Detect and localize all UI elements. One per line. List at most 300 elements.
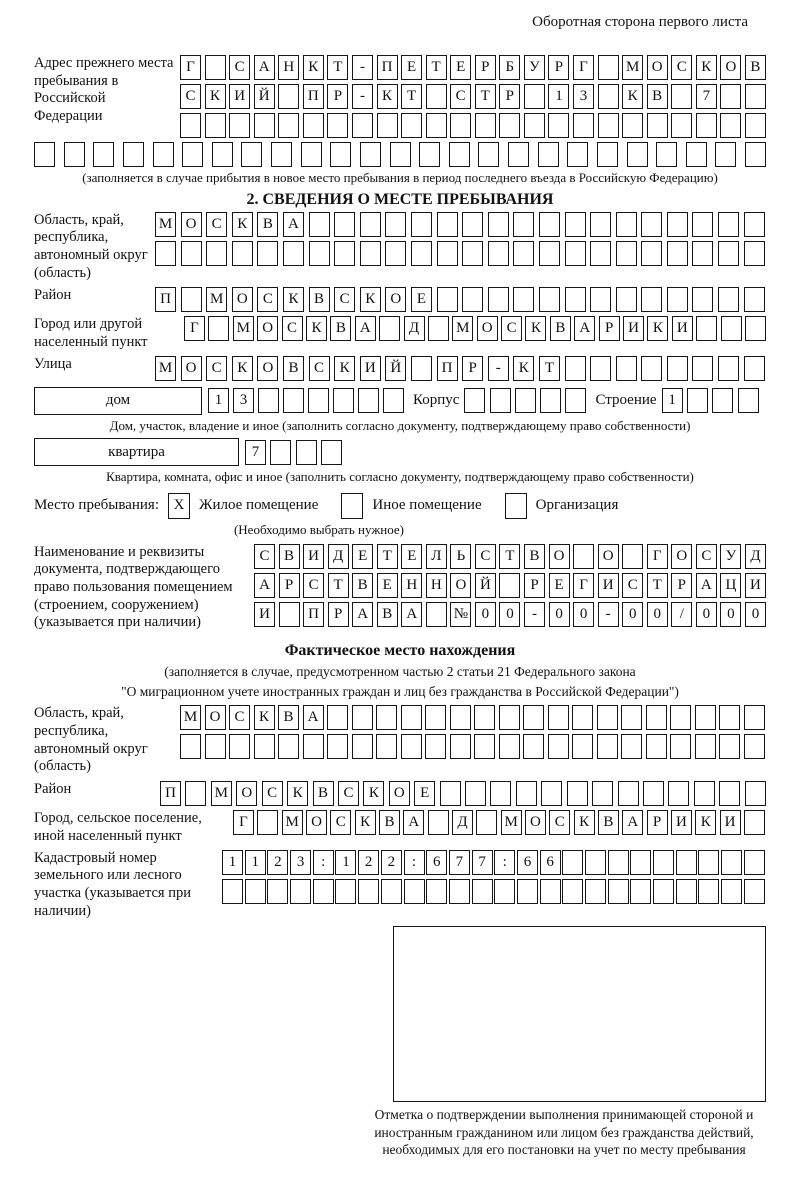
- char-cell[interactable]: [692, 356, 713, 381]
- char-cell[interactable]: [744, 212, 765, 237]
- char-cell[interactable]: [590, 356, 611, 381]
- char-cell[interactable]: [180, 113, 201, 138]
- char-cell[interactable]: А: [352, 602, 373, 627]
- char-cell[interactable]: [562, 879, 583, 904]
- char-cell[interactable]: [271, 142, 292, 167]
- char-cell[interactable]: [254, 113, 275, 138]
- char-cell[interactable]: К: [696, 55, 717, 80]
- char-cell[interactable]: [538, 142, 559, 167]
- char-cell[interactable]: К: [232, 356, 253, 381]
- char-cell[interactable]: [376, 734, 397, 759]
- char-cell[interactable]: [428, 810, 449, 835]
- char-cell[interactable]: [548, 734, 569, 759]
- char-cell[interactable]: [598, 84, 619, 109]
- char-cell[interactable]: 0: [475, 602, 496, 627]
- char-cell[interactable]: [585, 879, 606, 904]
- char-cell[interactable]: М: [452, 316, 473, 341]
- char-cell[interactable]: 2: [267, 850, 288, 875]
- char-cell[interactable]: А: [574, 316, 595, 341]
- char-cell[interactable]: С: [549, 810, 570, 835]
- char-cell[interactable]: И: [623, 316, 644, 341]
- char-cell[interactable]: Т: [327, 55, 348, 80]
- char-cell[interactable]: [185, 781, 206, 806]
- char-cell[interactable]: И: [360, 356, 381, 381]
- char-cell[interactable]: П: [160, 781, 181, 806]
- char-cell[interactable]: И: [745, 573, 766, 598]
- char-cell[interactable]: В: [745, 55, 766, 80]
- char-cell[interactable]: Ь: [450, 544, 471, 569]
- char-cell[interactable]: К: [695, 810, 716, 835]
- char-cell[interactable]: [573, 544, 594, 569]
- char-cell[interactable]: [303, 734, 324, 759]
- char-cell[interactable]: П: [303, 84, 324, 109]
- char-cell[interactable]: [488, 287, 509, 312]
- char-cell[interactable]: Т: [475, 84, 496, 109]
- char-cell[interactable]: [426, 113, 447, 138]
- char-cell[interactable]: Й: [385, 356, 406, 381]
- char-cell[interactable]: [206, 241, 227, 266]
- char-cell[interactable]: [565, 356, 586, 381]
- char-cell[interactable]: 1: [208, 388, 229, 413]
- char-cell[interactable]: [278, 734, 299, 759]
- char-cell[interactable]: [450, 113, 471, 138]
- char-cell[interactable]: 3: [573, 84, 594, 109]
- char-cell[interactable]: Й: [475, 573, 496, 598]
- char-cell[interactable]: [205, 734, 226, 759]
- char-cell[interactable]: Г: [184, 316, 205, 341]
- char-cell[interactable]: [93, 142, 114, 167]
- char-cell[interactable]: 0: [647, 602, 668, 627]
- char-cell[interactable]: [667, 212, 688, 237]
- char-cell[interactable]: [334, 241, 355, 266]
- char-cell[interactable]: Д: [452, 810, 473, 835]
- char-cell[interactable]: Е: [411, 287, 432, 312]
- char-cell[interactable]: 3: [233, 388, 254, 413]
- char-cell[interactable]: С: [229, 705, 250, 730]
- char-cell[interactable]: [630, 850, 651, 875]
- char-cell[interactable]: [621, 705, 642, 730]
- char-cell[interactable]: [719, 781, 740, 806]
- char-cell[interactable]: [499, 734, 520, 759]
- char-cell[interactable]: А: [696, 573, 717, 598]
- char-cell[interactable]: [404, 879, 425, 904]
- char-cell[interactable]: Е: [549, 573, 570, 598]
- char-cell[interactable]: Б: [499, 55, 520, 80]
- char-cell[interactable]: [541, 781, 562, 806]
- char-cell[interactable]: [241, 142, 262, 167]
- char-cell[interactable]: [358, 388, 379, 413]
- char-cell[interactable]: [450, 705, 471, 730]
- char-cell[interactable]: В: [313, 781, 334, 806]
- char-cell[interactable]: 0: [720, 602, 741, 627]
- char-cell[interactable]: [676, 850, 697, 875]
- char-cell[interactable]: М: [180, 705, 201, 730]
- char-cell[interactable]: [567, 142, 588, 167]
- char-cell[interactable]: Т: [647, 573, 668, 598]
- char-cell[interactable]: В: [379, 810, 400, 835]
- char-cell[interactable]: М: [233, 316, 254, 341]
- char-cell[interactable]: [523, 734, 544, 759]
- char-cell[interactable]: [523, 705, 544, 730]
- char-cell[interactable]: 0: [622, 602, 643, 627]
- char-cell[interactable]: [539, 241, 560, 266]
- char-cell[interactable]: К: [306, 316, 327, 341]
- char-cell[interactable]: П: [437, 356, 458, 381]
- char-cell[interactable]: М: [211, 781, 232, 806]
- char-cell[interactable]: [270, 440, 291, 465]
- char-cell[interactable]: [462, 241, 483, 266]
- char-cell[interactable]: С: [309, 356, 330, 381]
- char-cell[interactable]: В: [524, 544, 545, 569]
- char-cell[interactable]: [719, 734, 740, 759]
- char-cell[interactable]: [180, 734, 201, 759]
- char-cell[interactable]: М: [155, 212, 176, 237]
- char-cell[interactable]: К: [647, 316, 668, 341]
- char-cell[interactable]: О: [257, 316, 278, 341]
- char-cell[interactable]: С: [696, 544, 717, 569]
- char-cell[interactable]: Е: [401, 544, 422, 569]
- char-cell[interactable]: О: [181, 356, 202, 381]
- char-cell[interactable]: [721, 316, 742, 341]
- char-cell[interactable]: [490, 388, 511, 413]
- char-cell[interactable]: С: [330, 810, 351, 835]
- char-cell[interactable]: [411, 356, 432, 381]
- char-cell[interactable]: [698, 850, 719, 875]
- char-cell[interactable]: [524, 84, 545, 109]
- char-cell[interactable]: [641, 212, 662, 237]
- char-cell[interactable]: Н: [426, 573, 447, 598]
- char-cell[interactable]: В: [550, 316, 571, 341]
- char-cell[interactable]: В: [647, 84, 668, 109]
- char-cell[interactable]: [630, 879, 651, 904]
- char-cell[interactable]: [565, 388, 586, 413]
- char-cell[interactable]: [123, 142, 144, 167]
- char-cell[interactable]: [360, 212, 381, 237]
- char-cell[interactable]: [437, 212, 458, 237]
- char-cell[interactable]: С: [338, 781, 359, 806]
- char-cell[interactable]: [283, 388, 304, 413]
- char-cell[interactable]: [744, 850, 765, 875]
- char-cell[interactable]: Д: [404, 316, 425, 341]
- char-cell[interactable]: К: [574, 810, 595, 835]
- char-cell[interactable]: 1: [222, 850, 243, 875]
- char-cell[interactable]: [646, 705, 667, 730]
- char-cell[interactable]: [718, 356, 739, 381]
- char-cell[interactable]: О: [647, 55, 668, 80]
- char-cell[interactable]: [548, 113, 569, 138]
- char-cell[interactable]: [641, 287, 662, 312]
- char-cell[interactable]: [182, 142, 203, 167]
- char-cell[interactable]: Р: [647, 810, 668, 835]
- char-cell[interactable]: [667, 356, 688, 381]
- char-cell[interactable]: [653, 879, 674, 904]
- char-cell[interactable]: 2: [381, 850, 402, 875]
- char-cell[interactable]: И: [720, 810, 741, 835]
- char-cell[interactable]: О: [450, 573, 471, 598]
- char-cell[interactable]: 1: [245, 850, 266, 875]
- char-cell[interactable]: [313, 879, 334, 904]
- char-cell[interactable]: [352, 113, 373, 138]
- char-cell[interactable]: [290, 879, 311, 904]
- char-cell[interactable]: [308, 388, 329, 413]
- char-cell[interactable]: Р: [499, 84, 520, 109]
- char-cell[interactable]: [258, 388, 279, 413]
- char-cell[interactable]: [153, 142, 174, 167]
- char-cell[interactable]: [358, 879, 379, 904]
- char-cell[interactable]: О: [389, 781, 410, 806]
- char-cell[interactable]: [34, 142, 55, 167]
- char-cell[interactable]: -: [352, 55, 373, 80]
- char-cell[interactable]: [718, 241, 739, 266]
- stay-type-checkbox-organization[interactable]: [505, 493, 527, 519]
- char-cell[interactable]: И: [671, 810, 692, 835]
- char-cell[interactable]: К: [355, 810, 376, 835]
- char-cell[interactable]: [254, 734, 275, 759]
- char-cell[interactable]: [449, 142, 470, 167]
- char-cell[interactable]: В: [257, 212, 278, 237]
- char-cell[interactable]: [321, 440, 342, 465]
- char-cell[interactable]: Н: [278, 55, 299, 80]
- char-cell[interactable]: В: [330, 316, 351, 341]
- char-cell[interactable]: 7: [696, 84, 717, 109]
- char-cell[interactable]: [440, 781, 461, 806]
- char-cell[interactable]: Е: [377, 573, 398, 598]
- char-cell[interactable]: [565, 241, 586, 266]
- char-cell[interactable]: [494, 879, 515, 904]
- char-cell[interactable]: Р: [671, 573, 692, 598]
- char-cell[interactable]: О: [232, 287, 253, 312]
- char-cell[interactable]: [352, 705, 373, 730]
- char-cell[interactable]: [474, 734, 495, 759]
- char-cell[interactable]: [592, 781, 613, 806]
- stay-type-checkbox-other-premises[interactable]: [341, 493, 363, 519]
- char-cell[interactable]: [540, 879, 561, 904]
- char-cell[interactable]: О: [598, 544, 619, 569]
- char-cell[interactable]: О: [525, 810, 546, 835]
- char-cell[interactable]: [517, 879, 538, 904]
- char-cell[interactable]: [229, 113, 250, 138]
- char-cell[interactable]: 1: [662, 388, 683, 413]
- char-cell[interactable]: Т: [499, 544, 520, 569]
- char-cell[interactable]: И: [229, 84, 250, 109]
- char-cell[interactable]: [488, 212, 509, 237]
- char-cell[interactable]: [621, 734, 642, 759]
- char-cell[interactable]: [428, 316, 449, 341]
- char-cell[interactable]: [437, 241, 458, 266]
- char-cell[interactable]: М: [501, 810, 522, 835]
- char-cell[interactable]: С: [303, 573, 324, 598]
- char-cell[interactable]: 6: [540, 850, 561, 875]
- char-cell[interactable]: [499, 113, 520, 138]
- char-cell[interactable]: С: [229, 55, 250, 80]
- char-cell[interactable]: 7: [449, 850, 470, 875]
- char-cell[interactable]: О: [385, 287, 406, 312]
- char-cell[interactable]: [744, 810, 765, 835]
- char-cell[interactable]: Р: [524, 573, 545, 598]
- char-cell[interactable]: [425, 734, 446, 759]
- char-cell[interactable]: [572, 705, 593, 730]
- char-cell[interactable]: [696, 316, 717, 341]
- char-cell[interactable]: О: [306, 810, 327, 835]
- char-cell[interactable]: [229, 734, 250, 759]
- char-cell[interactable]: /: [671, 602, 692, 627]
- char-cell[interactable]: [694, 781, 715, 806]
- char-cell[interactable]: С: [206, 356, 227, 381]
- char-cell[interactable]: К: [377, 84, 398, 109]
- char-cell[interactable]: К: [254, 705, 275, 730]
- char-cell[interactable]: [499, 705, 520, 730]
- char-cell[interactable]: [597, 142, 618, 167]
- char-cell[interactable]: [401, 734, 422, 759]
- char-cell[interactable]: [499, 573, 520, 598]
- char-cell[interactable]: [476, 810, 497, 835]
- char-cell[interactable]: [616, 287, 637, 312]
- char-cell[interactable]: [232, 241, 253, 266]
- char-cell[interactable]: О: [205, 705, 226, 730]
- char-cell[interactable]: [390, 142, 411, 167]
- char-cell[interactable]: В: [309, 287, 330, 312]
- char-cell[interactable]: О: [257, 356, 278, 381]
- char-cell[interactable]: О: [671, 544, 692, 569]
- char-cell[interactable]: М: [282, 810, 303, 835]
- char-cell[interactable]: [721, 850, 742, 875]
- char-cell[interactable]: [513, 241, 534, 266]
- char-cell[interactable]: В: [278, 705, 299, 730]
- char-cell[interactable]: [667, 241, 688, 266]
- char-cell[interactable]: [671, 84, 692, 109]
- char-cell[interactable]: Т: [328, 573, 349, 598]
- char-cell[interactable]: :: [404, 850, 425, 875]
- char-cell[interactable]: [745, 84, 766, 109]
- char-cell[interactable]: Р: [599, 316, 620, 341]
- char-cell[interactable]: [475, 113, 496, 138]
- char-cell[interactable]: 1: [548, 84, 569, 109]
- char-cell[interactable]: [590, 287, 611, 312]
- char-cell[interactable]: [695, 705, 716, 730]
- char-cell[interactable]: [385, 212, 406, 237]
- char-cell[interactable]: [585, 850, 606, 875]
- char-cell[interactable]: [360, 142, 381, 167]
- char-cell[interactable]: [598, 55, 619, 80]
- char-cell[interactable]: А: [303, 705, 324, 730]
- char-cell[interactable]: Г: [180, 55, 201, 80]
- char-cell[interactable]: [64, 142, 85, 167]
- char-cell[interactable]: [515, 388, 536, 413]
- char-cell[interactable]: [718, 212, 739, 237]
- char-cell[interactable]: -: [488, 356, 509, 381]
- char-cell[interactable]: [309, 241, 330, 266]
- char-cell[interactable]: [539, 212, 560, 237]
- char-cell[interactable]: [212, 142, 233, 167]
- char-cell[interactable]: [597, 734, 618, 759]
- char-cell[interactable]: Г: [233, 810, 254, 835]
- char-cell[interactable]: 0: [499, 602, 520, 627]
- char-cell[interactable]: Т: [426, 55, 447, 80]
- char-cell[interactable]: Р: [327, 84, 348, 109]
- char-cell[interactable]: С: [622, 573, 643, 598]
- char-cell[interactable]: [567, 781, 588, 806]
- char-cell[interactable]: [513, 287, 534, 312]
- char-cell[interactable]: К: [622, 84, 643, 109]
- char-cell[interactable]: [376, 705, 397, 730]
- char-cell[interactable]: К: [513, 356, 534, 381]
- char-cell[interactable]: О: [549, 544, 570, 569]
- char-cell[interactable]: Д: [745, 544, 766, 569]
- char-cell[interactable]: Д: [328, 544, 349, 569]
- char-cell[interactable]: [426, 602, 447, 627]
- char-cell[interactable]: [653, 850, 674, 875]
- char-cell[interactable]: [278, 113, 299, 138]
- char-cell[interactable]: [181, 287, 202, 312]
- char-cell[interactable]: А: [401, 602, 422, 627]
- char-cell[interactable]: [524, 113, 545, 138]
- char-cell[interactable]: [718, 287, 739, 312]
- char-cell[interactable]: А: [403, 810, 424, 835]
- char-cell[interactable]: С: [262, 781, 283, 806]
- char-cell[interactable]: [692, 287, 713, 312]
- char-cell[interactable]: [562, 850, 583, 875]
- char-cell[interactable]: А: [622, 810, 643, 835]
- char-cell[interactable]: №: [450, 602, 471, 627]
- char-cell[interactable]: [462, 287, 483, 312]
- char-cell[interactable]: [462, 212, 483, 237]
- char-cell[interactable]: :: [494, 850, 515, 875]
- char-cell[interactable]: [245, 879, 266, 904]
- char-cell[interactable]: [327, 113, 348, 138]
- char-cell[interactable]: [303, 113, 324, 138]
- char-cell[interactable]: К: [205, 84, 226, 109]
- char-cell[interactable]: [419, 142, 440, 167]
- char-cell[interactable]: П: [377, 55, 398, 80]
- char-cell[interactable]: [301, 142, 322, 167]
- char-cell[interactable]: [744, 241, 765, 266]
- char-cell[interactable]: [745, 781, 766, 806]
- char-cell[interactable]: Л: [426, 544, 447, 569]
- char-cell[interactable]: С: [475, 544, 496, 569]
- char-cell[interactable]: [352, 734, 373, 759]
- char-cell[interactable]: К: [360, 287, 381, 312]
- char-cell[interactable]: С: [254, 544, 275, 569]
- char-cell[interactable]: Е: [352, 544, 373, 569]
- char-cell[interactable]: 0: [573, 602, 594, 627]
- char-cell[interactable]: А: [254, 55, 275, 80]
- char-cell[interactable]: В: [377, 602, 398, 627]
- char-cell[interactable]: И: [672, 316, 693, 341]
- char-cell[interactable]: [381, 879, 402, 904]
- char-cell[interactable]: 2: [358, 850, 379, 875]
- char-cell[interactable]: [616, 241, 637, 266]
- char-cell[interactable]: [715, 142, 736, 167]
- char-cell[interactable]: Е: [414, 781, 435, 806]
- char-cell[interactable]: [641, 241, 662, 266]
- char-cell[interactable]: [464, 388, 485, 413]
- char-cell[interactable]: [712, 388, 733, 413]
- char-cell[interactable]: [565, 287, 586, 312]
- char-cell[interactable]: [608, 879, 629, 904]
- char-cell[interactable]: [590, 241, 611, 266]
- char-cell[interactable]: К: [525, 316, 546, 341]
- char-cell[interactable]: Г: [647, 544, 668, 569]
- char-cell[interactable]: [622, 544, 643, 569]
- char-cell[interactable]: О: [720, 55, 741, 80]
- char-cell[interactable]: [267, 879, 288, 904]
- char-cell[interactable]: [309, 212, 330, 237]
- char-cell[interactable]: О: [236, 781, 257, 806]
- char-cell[interactable]: [490, 781, 511, 806]
- char-cell[interactable]: [425, 705, 446, 730]
- char-cell[interactable]: [720, 84, 741, 109]
- char-cell[interactable]: [385, 241, 406, 266]
